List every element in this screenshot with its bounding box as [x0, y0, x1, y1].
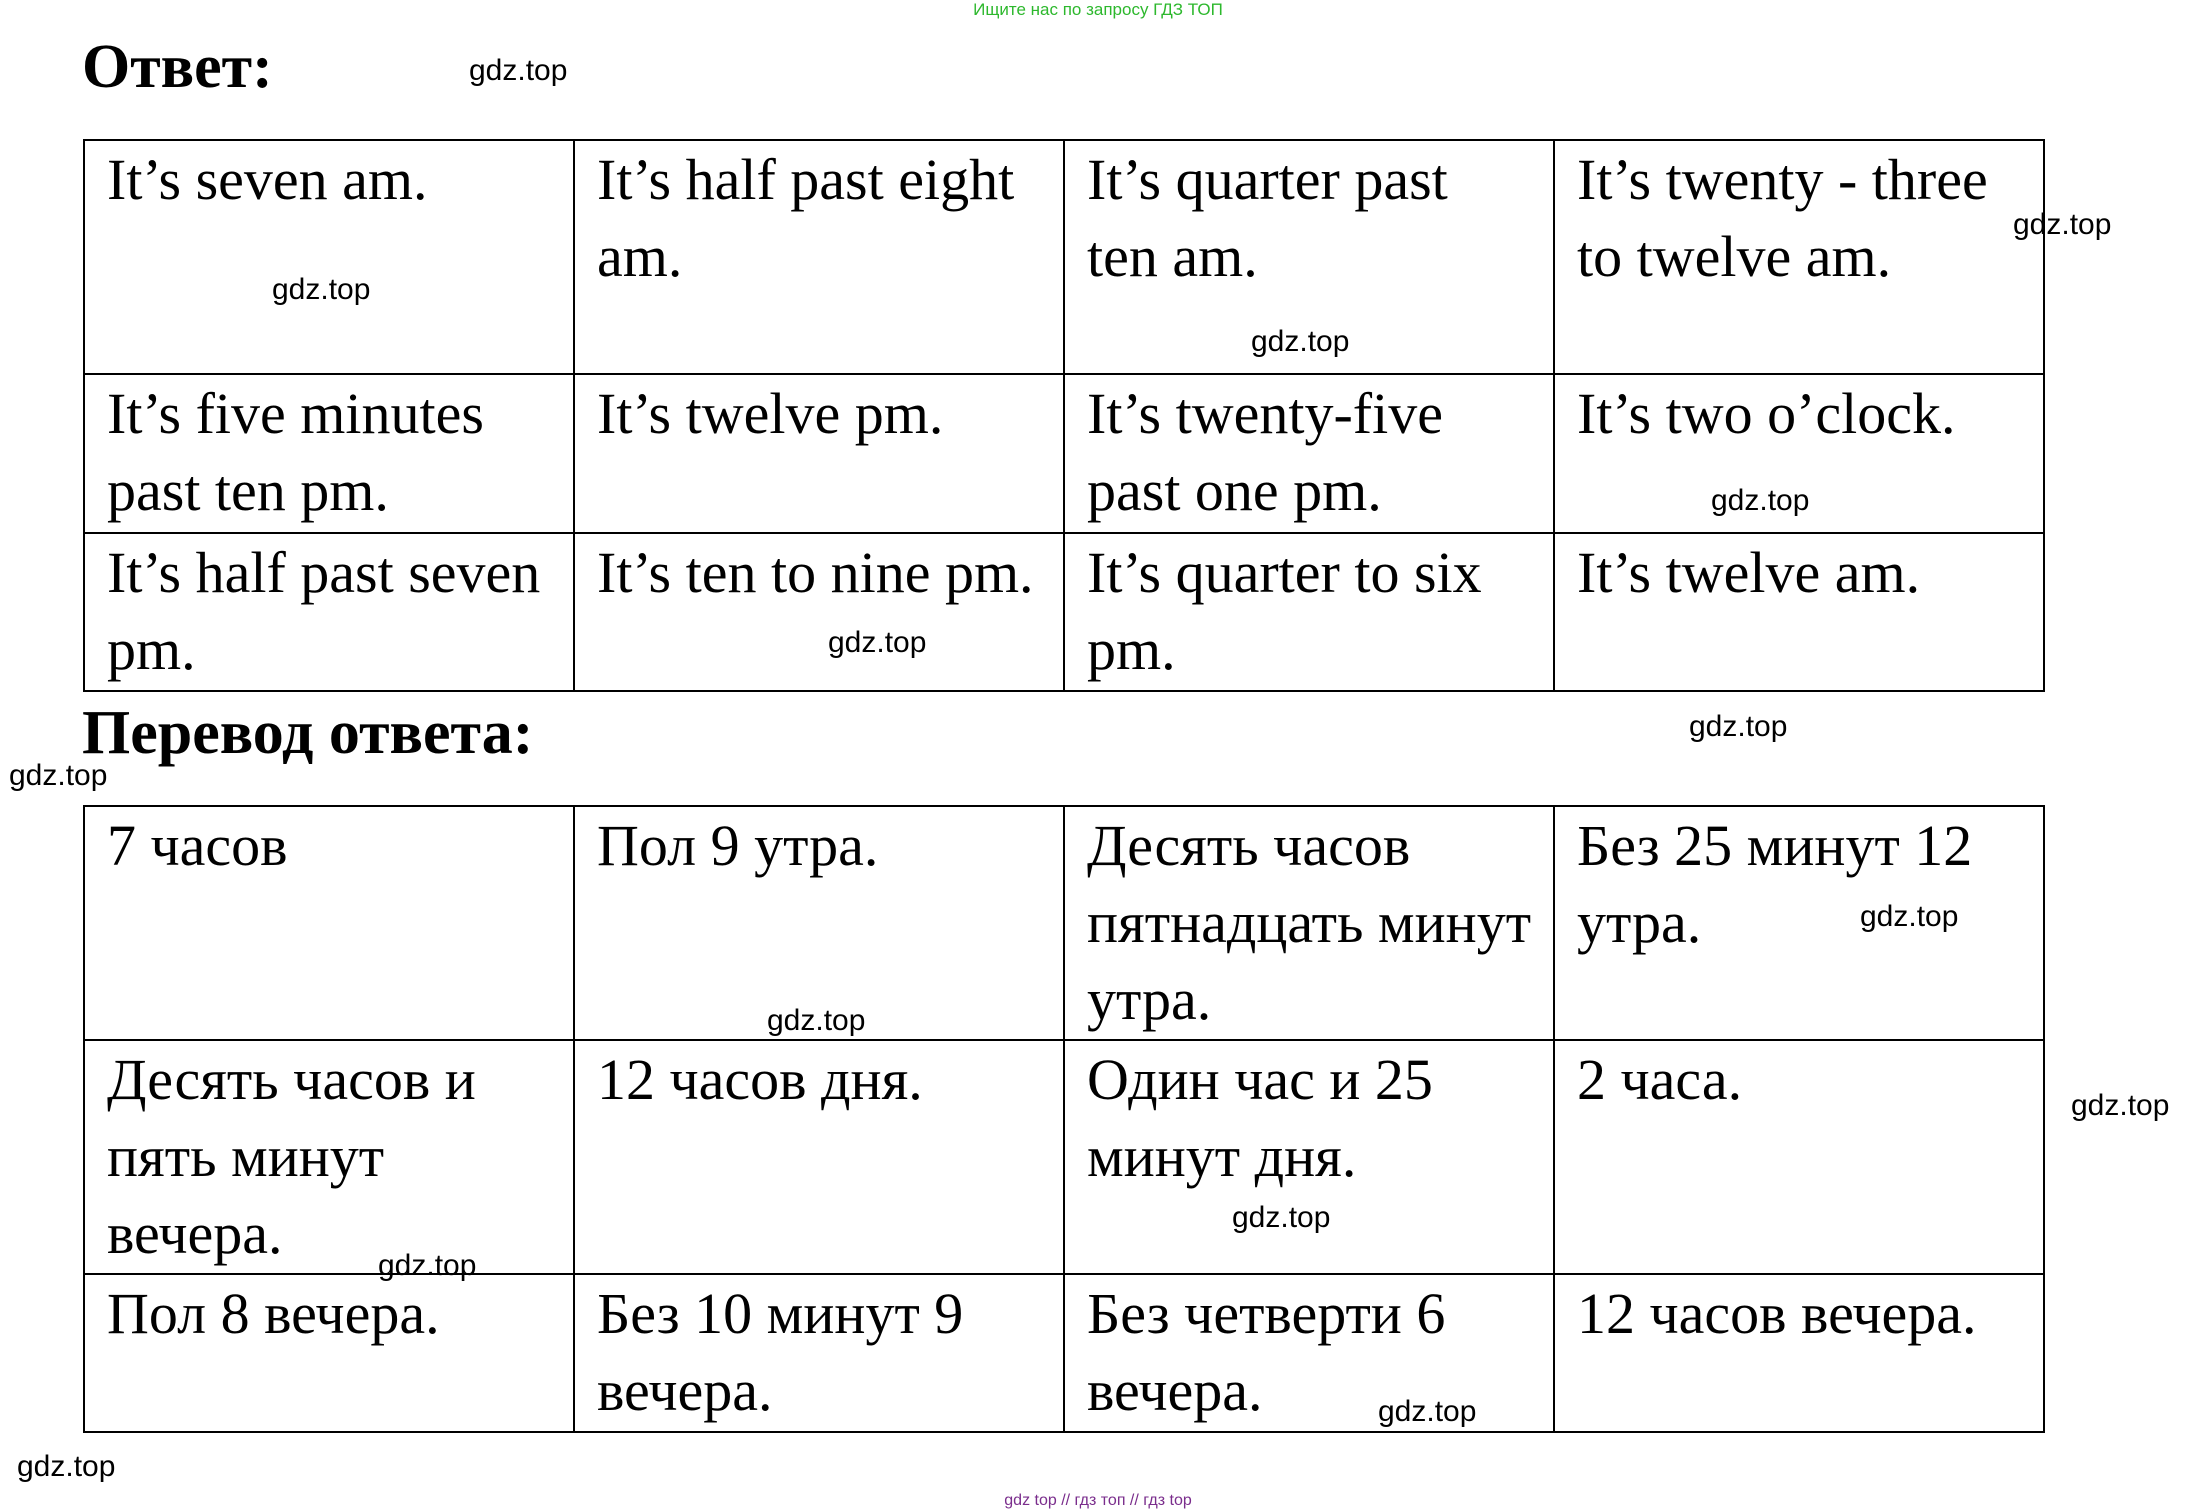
table-cell: It’s twelve pm.: [574, 374, 1064, 533]
watermark: gdz.top: [1689, 710, 1788, 743]
table-cell: 12 часов вечера.: [1554, 1274, 2044, 1432]
watermark: gdz.top: [2071, 1089, 2170, 1122]
watermark: gdz.top: [17, 1450, 116, 1483]
table-cell: It’s twenty-five past one pm.: [1064, 374, 1554, 533]
table-cell: Пол 8 вечера.: [84, 1274, 574, 1432]
table-cell: It’s half past eight am.: [574, 140, 1064, 374]
table-cell: 7 часов: [84, 806, 574, 1040]
watermark: gdz.top: [1251, 325, 1350, 358]
table-cell: 12 часов дня.: [574, 1040, 1064, 1274]
watermark: gdz.top: [767, 1004, 866, 1037]
table-row: [84, 806, 2044, 1040]
table-cell: It’s two o’clock.: [1554, 374, 2044, 533]
table-cell: 2 часа.: [1554, 1040, 2044, 1274]
table-cell: It’s half past seven pm.: [84, 533, 574, 691]
table-cell: It’s twelve am.: [1554, 533, 2044, 691]
table-cell: Без четверти 6 вечера.: [1064, 1274, 1554, 1432]
table-cell: Без 10 минут 9 вечера.: [574, 1274, 1064, 1432]
watermark: gdz.top: [1378, 1395, 1477, 1428]
watermark: gdz.top: [1860, 900, 1959, 933]
table-cell: It’s quarter past ten am.: [1064, 140, 1554, 374]
answer-heading: Ответ:: [82, 33, 273, 101]
watermark: gdz.top: [828, 626, 927, 659]
table-cell: It’s quarter to six pm.: [1064, 533, 1554, 691]
table-row: [84, 140, 2044, 374]
table-cell: Пол 9 утра.: [574, 806, 1064, 1040]
table-cell: Десять часов и пять минут вечера.: [84, 1040, 574, 1274]
watermark: gdz.top: [9, 759, 108, 792]
table-cell: It’s twenty - three to twelve am.: [1554, 140, 2044, 374]
table-row: [84, 1040, 2044, 1274]
translation-heading: Перевод ответа:: [82, 699, 534, 767]
watermark: gdz.top: [1232, 1201, 1331, 1234]
table-cell: It’s ten to nine pm.: [574, 533, 1064, 691]
table-cell: Один час и 25 минут дня.: [1064, 1040, 1554, 1274]
watermark: gdz.top: [378, 1249, 477, 1282]
table-row: [84, 533, 2044, 691]
translation-table: [83, 805, 2045, 1433]
table-cell: It’s seven am.: [84, 140, 574, 374]
table-row: [84, 1274, 2044, 1432]
answer-table: [83, 139, 2045, 692]
watermark: gdz.top: [2013, 208, 2112, 241]
top-search-note: Ищите нас по запросу ГДЗ ТОП: [973, 0, 1223, 19]
table-cell: Десять часов пятнадцать минут утра.: [1064, 806, 1554, 1040]
watermark: gdz.top: [469, 54, 568, 87]
watermark: gdz.top: [272, 273, 371, 306]
footer-note: gdz top // гдз топ // гдз top: [1004, 1492, 1192, 1509]
table-cell: It’s five minutes past ten pm.: [84, 374, 574, 533]
table-cell: Без 25 минут 12 утра.: [1554, 806, 2044, 1040]
watermark: gdz.top: [1711, 484, 1810, 517]
